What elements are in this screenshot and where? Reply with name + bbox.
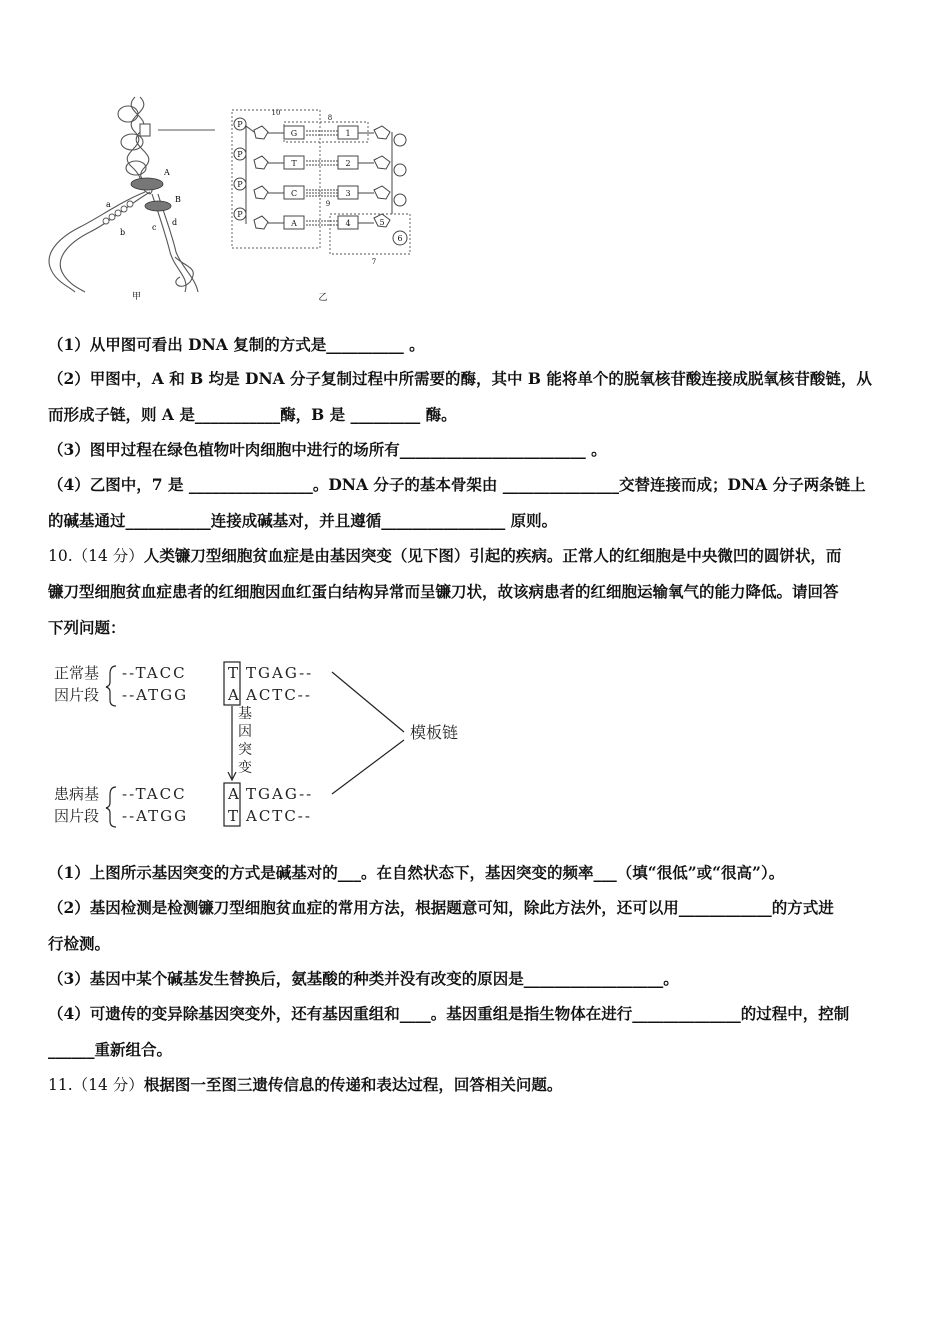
mutant-strand-2: --ATGG	[122, 807, 189, 825]
svg-text:2: 2	[345, 159, 351, 168]
q9-item-1: （1）从甲图可看出 DNA 复制的方式是__________ 。	[48, 335, 425, 354]
svg-text:G: G	[290, 129, 298, 138]
enzyme-b	[145, 201, 171, 211]
q10-intro-line-1	[48, 545, 908, 567]
label-A: A	[164, 168, 170, 177]
svg-text:P: P	[237, 120, 243, 129]
svg-text:A: A	[291, 219, 297, 228]
normal-strand-1: --TACC	[122, 664, 187, 682]
label-d: d	[172, 218, 178, 227]
normal-label-2: 因片段	[54, 686, 100, 704]
mutant-box-bottom: T	[228, 807, 239, 825]
q9-item-2-line-2: 而形成子链，则 A 是___________酶，B 是 _________ 酶。	[48, 405, 457, 424]
svg-text:1: 1	[345, 129, 351, 138]
label-b: b	[120, 228, 126, 237]
figure-gene-mutation	[52, 656, 482, 836]
svg-text:T: T	[291, 159, 297, 168]
mutant-strand-1: --TACC	[122, 785, 187, 803]
label-8: 8	[327, 114, 333, 122]
q10-item-1: （1）上图所示基因突变的方式是碱基对的___。在自然状态下，基因突变的频率___（填“很低”或“很高”）。	[48, 863, 785, 882]
normal-label-1: 正常基	[54, 664, 100, 682]
q9-item-2-line-1: （2）甲图中，A 和 B 均是 DNA 分子复制过程中所需要的酶，其中 B 能将单个的脱氧核苷酸连接成脱氧核苷酸链，从	[48, 369, 872, 388]
mutant-label-2: 因片段	[54, 807, 100, 825]
mutant-box-top: A	[228, 785, 239, 803]
normal-strand-2-rest: ACTC--	[246, 686, 312, 704]
template-pointer-bottom	[332, 740, 404, 794]
mutant-label-1: 患病基	[54, 785, 100, 803]
q10-item-4-line-1: （4）可遗传的变异除基因突变外，还有基因重组和____。基因重组是指生物体在进行______________的过程中，控制	[48, 1004, 850, 1023]
svg-text:P: P	[237, 210, 243, 219]
svg-text:P: P	[237, 180, 243, 189]
nucleotide-pair-row-4	[234, 208, 407, 245]
q10-item-4-line-2: ______重新组合。	[48, 1040, 173, 1059]
q9-item-4-line-1: （4）乙图中，7 是 ________________。DNA 分子的基本骨架由 _______________交替连接而成；DNA 分子两条链上	[48, 475, 866, 494]
svg-text:P: P	[237, 150, 243, 159]
arrow-label-1: 基	[238, 706, 252, 722]
q9-item-4-line-2: 的碱基通过___________连接成碱基对，并且遵循________________ 原则。	[48, 511, 558, 530]
normal-box-top: T	[228, 664, 239, 682]
mutant-strand-2-rest: ACTC--	[246, 807, 312, 825]
svg-text:C: C	[290, 189, 298, 198]
label-B: B	[175, 195, 181, 204]
label-9: 9	[325, 200, 331, 208]
q10-score: （14 分）	[72, 547, 144, 565]
label-7: 7	[371, 258, 377, 266]
label-a: a	[106, 200, 111, 209]
template-pointer-top	[332, 672, 404, 732]
normal-strand-1-rest: TGAG--	[246, 664, 314, 682]
q10-intro-line-2: 镰刀型细胞贫血症患者的红细胞因血红蛋白结构异常而呈镰刀状，故该病患者的红细胞运输氧气的能力降低。请回答	[48, 582, 839, 601]
arrow-label-3: 突	[238, 742, 252, 758]
arrow-label-2: 因	[238, 724, 252, 740]
normal-strand-2: --ATGG	[122, 686, 189, 704]
q10-item-3: （3）基因中某个碱基发生替换后，氨基酸的种类并没有改变的原因是__________________。	[48, 969, 679, 988]
q11-intro-text: 根据图一至图三遗传信息的传递和表达过程，回答相关问题。	[143, 1075, 563, 1094]
label-6: 6	[397, 234, 403, 243]
q9-item-3: （3）图甲过程在绿色植物叶肉细胞中进行的场所有________________________ 。	[48, 440, 607, 459]
template-strand-label: 模板链	[410, 723, 459, 742]
q10-item-2-line-1: （2）基因检测是检测镰刀型细胞贫血症的常用方法，根据题意可知，除此方法外，还可以用____________的方式进	[48, 898, 834, 917]
caption-jia: 甲	[132, 292, 142, 302]
q11-score: （14 分）	[72, 1076, 144, 1094]
brace-normal	[106, 666, 116, 706]
figure-jia-replication	[40, 92, 225, 307]
q10-intro-text: 人类镰刀型细胞贫血症是由基因突变（见下图）引起的疾病。正常人的红细胞是中央微凹的圆饼状，而	[143, 546, 842, 565]
q10-item-2-line-2: 行检测。	[48, 934, 111, 953]
q11-number: 11.	[48, 1076, 73, 1094]
box-marker	[140, 124, 150, 136]
brace-mutant	[106, 787, 116, 827]
svg-text:4: 4	[345, 219, 351, 228]
figure-yi-dna-structure	[228, 102, 418, 307]
q11-intro	[48, 1074, 908, 1096]
arrow-label-4: 变	[238, 760, 252, 776]
caption-yi: 乙	[318, 293, 328, 303]
label-10: 10	[271, 109, 281, 117]
mutant-strand-1-rest: TGAG--	[246, 785, 314, 803]
svg-text:3: 3	[345, 189, 351, 198]
enzyme-a	[131, 178, 163, 190]
label-c: c	[152, 223, 157, 232]
label-5: 5	[379, 218, 385, 227]
normal-box-bottom: A	[228, 686, 239, 704]
q10-number: 10.	[48, 547, 73, 565]
q10-intro-line-3: 下列问题：	[48, 618, 126, 637]
